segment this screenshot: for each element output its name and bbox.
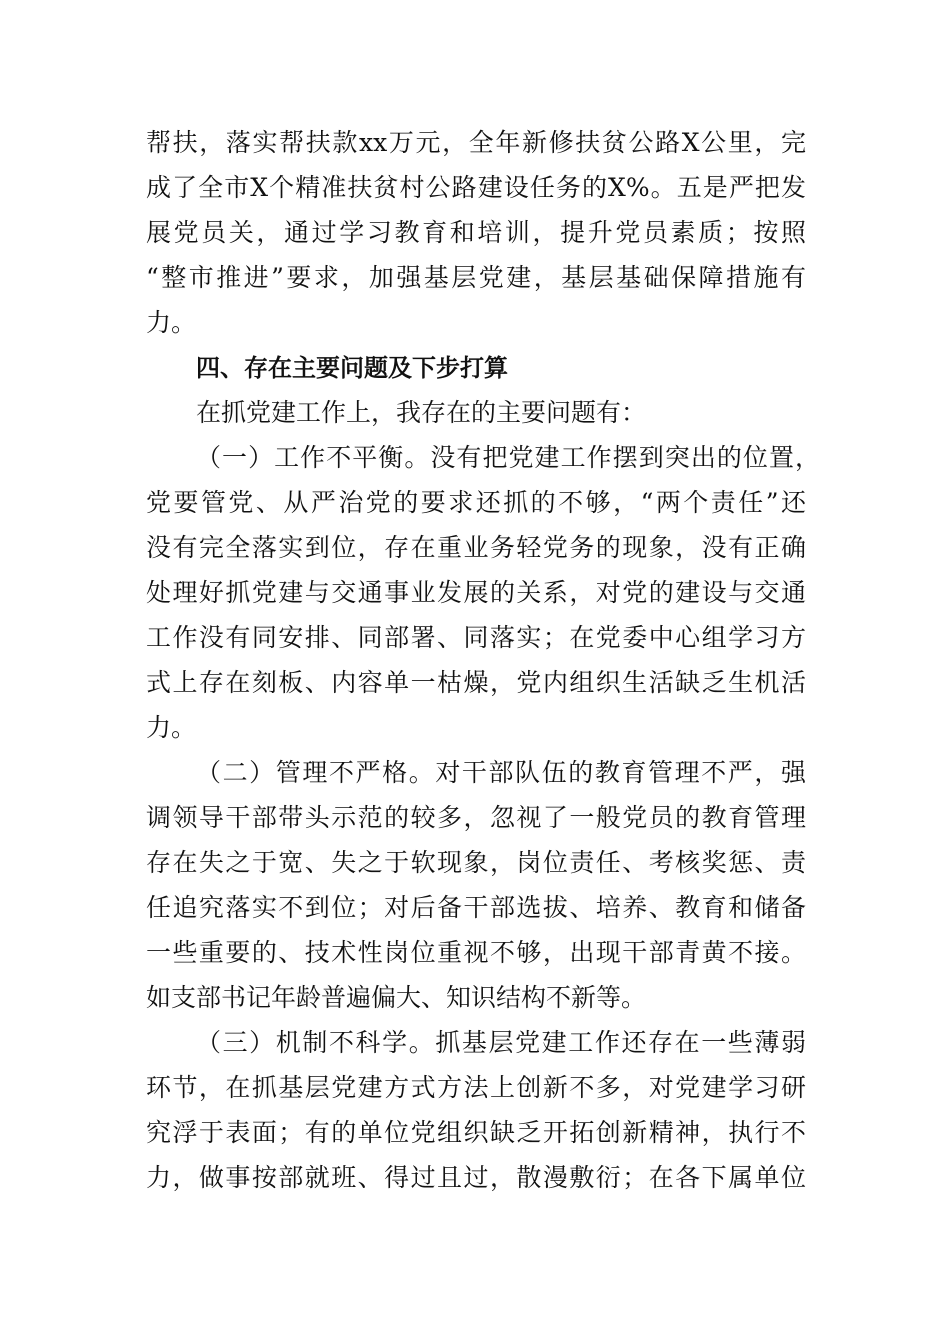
text-line: 处理好抓党建与交通事业发展的关系，对党的建设与交通 <box>146 578 806 607</box>
text-line: （二）管理不严格。对干部队伍的教育管理不严，强 <box>196 758 806 787</box>
text-line: 展党员关，通过学习教育和培训，提升党员素质；按照 <box>146 218 806 247</box>
text-line: 存在失之于宽、失之于软现象，岗位责任、考核奖惩、责 <box>146 848 806 877</box>
text-line: 究浮于表面；有的单位党组织缺乏开拓创新精神，执行不 <box>146 1118 806 1147</box>
text-line: “整市推进”要求，加强基层党建，基层基础保障措施有 <box>146 263 806 292</box>
text-line: 帮扶，落实帮扶款xx万元，全年新修扶贫公路X公里，完 <box>146 128 806 157</box>
text-line: 党要管党、从严治党的要求还抓的不够，“两个责任”还 <box>146 488 806 517</box>
text-line: 力。 <box>146 713 197 742</box>
text-line: 在抓党建工作上，我存在的主要问题有： <box>196 398 647 427</box>
text-line: 没有完全落实到位，存在重业务轻党务的现象，没有正确 <box>146 533 806 562</box>
text-line: 一些重要的、技术性岗位重视不够，出现干部青黄不接。 <box>146 938 806 967</box>
text-line: 式上存在刻板、内容单一枯燥，党内组织生活缺乏生机活 <box>146 668 806 697</box>
text-line: 任追究落实不到位；对后备干部选拔、培养、教育和储备 <box>146 893 806 922</box>
section-heading: 四、存在主要问题及下步打算 <box>196 354 508 382</box>
text-line: （三）机制不科学。抓基层党建工作还存在一些薄弱 <box>196 1028 806 1057</box>
text-line: 力，做事按部就班、得过且过，散漫敷衍；在各下属单位 <box>146 1163 806 1192</box>
text-line: 力。 <box>146 308 197 337</box>
text-line: 调领导干部带头示范的较多，忽视了一般党员的教育管理 <box>146 803 806 832</box>
text-line: 如支部书记年龄普遍偏大、知识结构不新等。 <box>146 983 647 1012</box>
text-line: （一）工作不平衡。没有把党建工作摆到突出的位置， <box>196 443 820 472</box>
text-line: 成了全市X个精准扶贫村公路建设任务的X%。五是严把发 <box>146 173 806 202</box>
text-line: 环节，在抓基层党建方式方法上创新不多，对党建学习研 <box>146 1073 806 1102</box>
text-line: 工作没有同安排、同部署、同落实；在党委中心组学习方 <box>146 623 806 652</box>
